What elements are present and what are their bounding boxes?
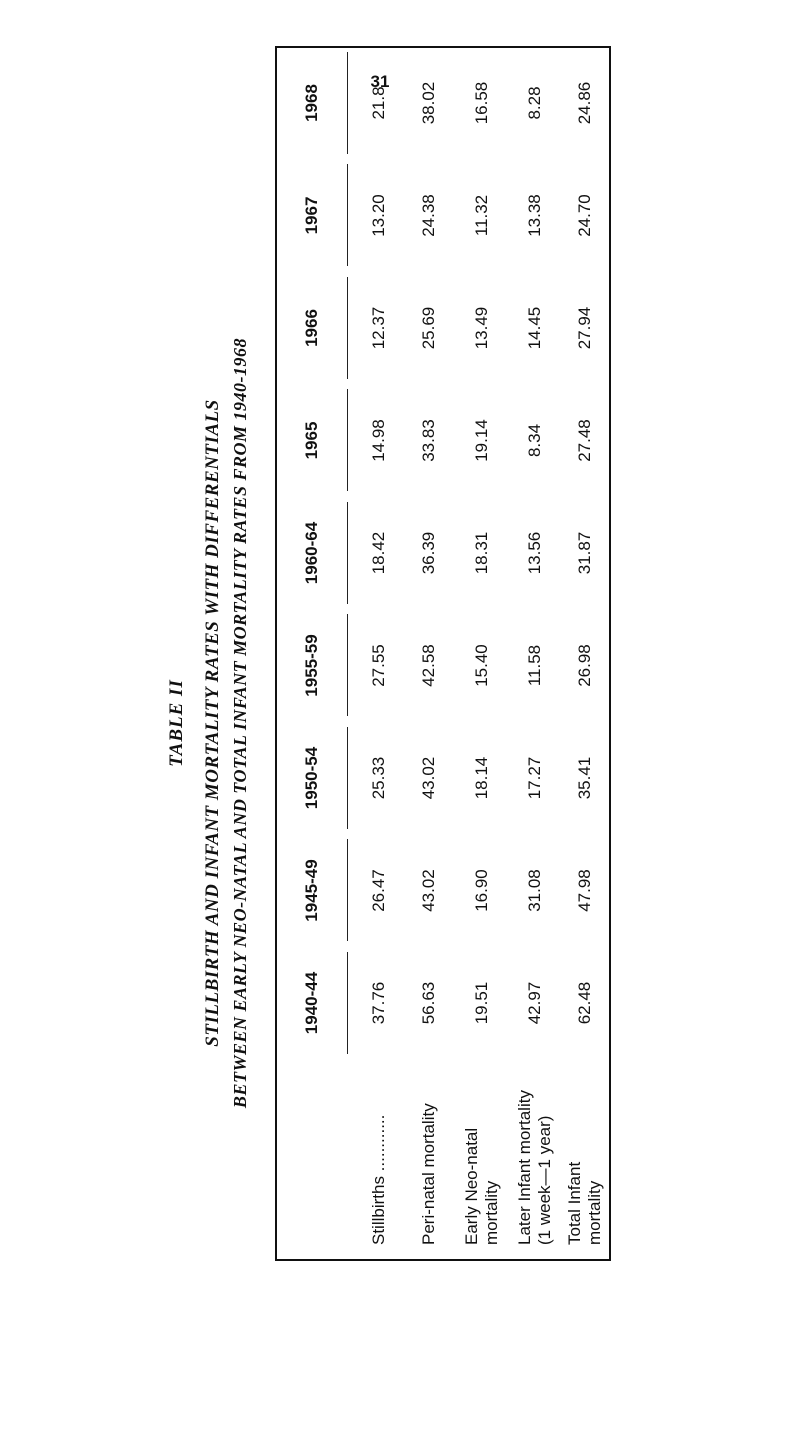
row-labels	[277, 1064, 609, 1259]
row-label-line: Later Infant mortality	[515, 1090, 534, 1245]
table-cell: 14.98	[369, 419, 388, 462]
year-column	[277, 947, 609, 1059]
row-label-line: Total Infant	[565, 1161, 584, 1245]
table-cell: 25.33	[369, 756, 388, 800]
table-cell: 8.28	[525, 86, 544, 120]
table-cell: 8.34	[525, 423, 544, 458]
table-cell: 13.56	[525, 531, 544, 575]
table-cell: 35.41	[575, 756, 594, 800]
table-cell: 42.58	[419, 644, 438, 687]
table-cell: 13.20	[369, 194, 388, 237]
table-cell: 21.8	[369, 86, 388, 120]
row-label	[515, 1070, 555, 1245]
year-column	[277, 610, 609, 722]
column-header: 1950-54	[302, 746, 321, 810]
table-cell: 24.38	[419, 194, 438, 237]
column-header: 1960-64	[302, 521, 321, 585]
table-cell: 24.86	[575, 81, 594, 125]
mortality-rates-table	[275, 46, 611, 1261]
table-cell: 19.51	[472, 981, 491, 1025]
table-cell: 18.31	[472, 531, 491, 575]
column-header: 1968	[302, 84, 321, 122]
table-cell: 17.27	[525, 756, 544, 800]
year-column	[277, 47, 609, 159]
table-cell: 12.37	[369, 306, 388, 350]
table-cell: 19.14	[472, 419, 491, 462]
table-cell: 16.58	[472, 81, 491, 125]
year-column	[277, 272, 609, 384]
column-header: 1966	[302, 309, 321, 347]
table-cell: 56.63	[419, 981, 438, 1025]
year-column	[277, 497, 609, 609]
table-cell: 26.47	[369, 869, 388, 912]
table-cell: 11.58	[525, 644, 544, 687]
table-cell: 26.98	[575, 644, 594, 687]
table-cell: 27.94	[575, 306, 594, 350]
table-title-line-1: STILLBIRTH AND INFANT MORTALITY RATES WITH DIFFERENTIALS	[202, 399, 223, 1047]
table-cell: 27.55	[369, 644, 388, 687]
table-cell: 13.49	[472, 306, 491, 350]
row-label	[419, 1070, 439, 1245]
table-cell: 18.14	[472, 756, 491, 800]
header-rule	[347, 615, 348, 717]
header-rule	[347, 952, 348, 1054]
table-cell: 27.48	[575, 419, 594, 462]
table-cell: 33.83	[419, 419, 438, 462]
row-label-line: mortality	[585, 1180, 604, 1245]
header-rule	[347, 52, 348, 154]
row-label-line: (1 week—1 year)	[535, 1115, 554, 1245]
column-header: 1940-44	[302, 971, 321, 1035]
header-rule	[347, 502, 348, 604]
row-label	[369, 1070, 389, 1245]
year-column	[277, 160, 609, 272]
table-cell: 25.69	[419, 306, 438, 350]
page-number: 31	[370, 72, 390, 91]
table-cell: 18.42	[369, 531, 388, 575]
year-column	[277, 385, 609, 497]
table-cell: 15.40	[472, 644, 491, 687]
header-rule	[347, 165, 348, 267]
row-label-line: mortality	[482, 1180, 501, 1245]
row-label-line: Peri-natal mortality	[419, 1103, 438, 1245]
table-label: TABLE II	[166, 679, 187, 767]
table-cell: 16.90	[472, 869, 491, 912]
column-header: 1967	[302, 196, 321, 235]
row-label	[462, 1070, 502, 1245]
table-cell: 37.76	[369, 981, 388, 1025]
table-cell: 42.97	[525, 981, 544, 1025]
row-label	[565, 1070, 605, 1245]
table-cell: 11.32	[472, 194, 491, 237]
column-header: 1945-49	[302, 859, 321, 922]
table-cell: 14.45	[525, 306, 544, 350]
table-cell: 38.02	[419, 81, 438, 125]
column-header: 1965	[302, 421, 321, 460]
header-rule	[347, 390, 348, 492]
year-column	[277, 722, 609, 834]
header-rule	[347, 727, 348, 829]
table-cell: 43.02	[419, 869, 438, 912]
table-cell: 31.87	[575, 531, 594, 575]
table-cell: 31.08	[525, 869, 544, 912]
table-cell: 36.39	[419, 531, 438, 575]
table-cell: 24.70	[575, 194, 594, 237]
table-cell: 43.02	[419, 756, 438, 800]
table-cell: 47.98	[575, 869, 594, 912]
row-label-line: Early Neo-natal	[462, 1127, 481, 1245]
column-header: 1955-59	[302, 634, 321, 697]
table-cell: 13.38	[525, 194, 544, 237]
year-column	[277, 835, 609, 947]
table-cell: 62.48	[575, 981, 594, 1025]
header-rule	[347, 840, 348, 942]
table-title-line-2: BETWEEN EARLY NEO-NATAL AND TOTAL INFANT MORTALITY RATES FROM 1940-1968	[230, 337, 250, 1109]
row-label-line: Stillbirths ............	[369, 1114, 388, 1245]
header-rule	[347, 277, 348, 379]
